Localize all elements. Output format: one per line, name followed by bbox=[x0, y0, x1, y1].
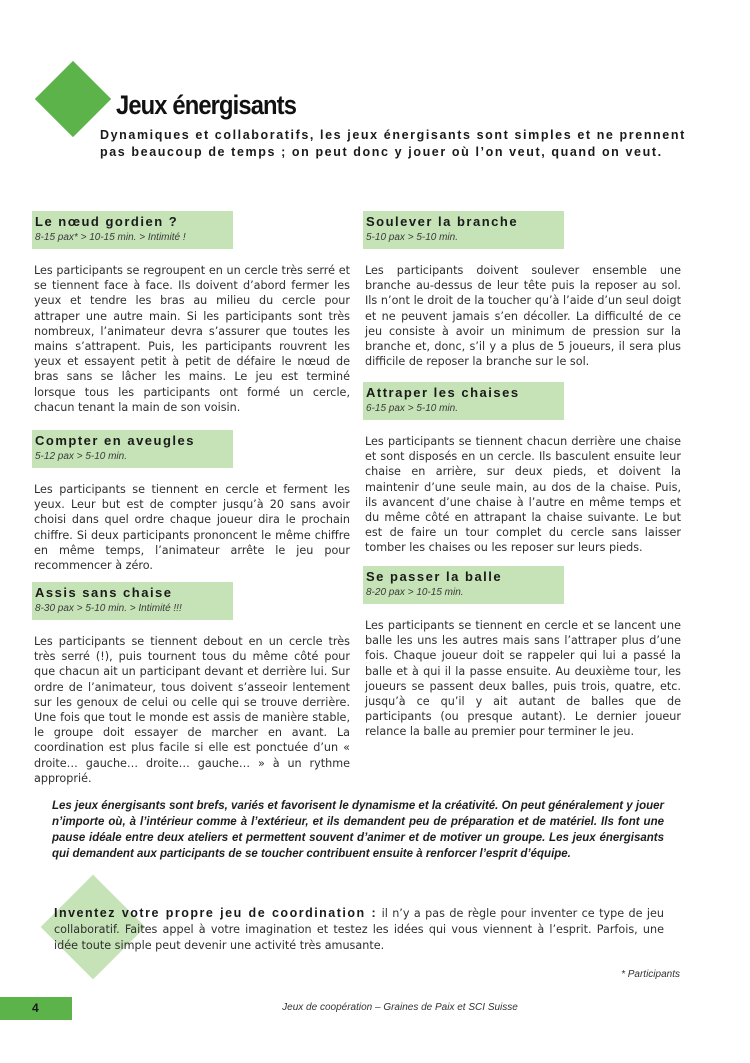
page-title: Jeux énergisants bbox=[116, 90, 297, 120]
section-meta: 8-20 pax > 10-15 min. bbox=[366, 587, 464, 598]
section-compter-en-aveugles bbox=[32, 430, 350, 573]
section-body: Les participants se tiennent debout en un cercle très très serré (!), puis tournent tous du même côté pour que chacun ait un participant devant et derrière lui. Sur ordre de l’animateur, tous doivent s’asseoir lentement sur les genoux de celui ou celle qui se trouve derrière. Une fois que tout le monde est assis de manière stable, le groupe doit essayer de marcher en avant. La coordination est plus facile si elle est ponctuée d’un « droite… gauche… droite… gauche… » à un rythme approprié. bbox=[34, 635, 350, 785]
section-header bbox=[32, 211, 233, 249]
title-diamond-decoration bbox=[35, 61, 111, 137]
section-body: Les participants se tiennent chacun derrière une chaise et sont disposés en un cercle. Ils basculent ensuite leur chaise en arrière, sur deux pieds, et doivent la maintenir d’une seule main, au dos de la chaise. Puis, ils avancent d’une chaise à l’autre en même temps et du même côté en attrapant la chaise suivante. Le but est de faire un tour complet du cercle sans laisser tomber les chaises ou les reposer sur leurs pieds. bbox=[365, 435, 681, 555]
section-assis-sans-chaise bbox=[32, 582, 350, 786]
section-meta: 8-30 pax > 5-10 min. > Intimité !!! bbox=[35, 603, 182, 614]
invent-text: il n’y a pas de règle pour inventer ce type de jeu collaboratif. Faites appel à votre imagination et testez les idées qui vous viennent à l’esprit. Parfois, une idée toute simple peut devenir une activité très amusante. bbox=[54, 907, 664, 952]
section-body: Les participants se regroupent en un cercle très serré et se tiennent face à face. Ils doivent d’abord fermer les yeux et tendre les bras au milieu du cercle pour attraper une autre main. Si les participants sont très nombreux, l’animateur devra s’assurer que toutes les mains s’attrapent. Puis, les participants rouvrent les yeux et essayent petit à petit de défaire le nœud de bras sans se lâcher les mains. Le jeu est terminé lorsque tous les participants ont formé un cercle, chacun tenant la main de son voisin. bbox=[34, 264, 350, 414]
section-title: Attraper les chaises bbox=[366, 385, 520, 400]
invent-paragraph bbox=[54, 905, 664, 954]
section-body: Les participants se tiennent en cercle et ferment les yeux. Leur but est de compter jusqu’à 20 sans avoir choisi dans quel ordre chaque joueur dira le prochain chiffre. Si deux participants prononcent le même chiffre en même temps, l’animateur arrête le jeu pour recommencer à zéro. bbox=[34, 483, 350, 573]
section-body: Les participants doivent soulever ensemble une branche au-dessus de leur tête puis la reposer au sol. Ils n’ont le droit de la toucher qu’à l’aide d’un seul doigt et ne peuvent jamais s’en décoller. La difficulté de ce jeu consiste à avoir un minimum de pression sur la branche et, donc, s’il y a plus de 5 joueurs, il sera plus difficile de reposer la branche sur le sol. bbox=[365, 264, 681, 369]
section-title: Le nœud gordien ? bbox=[35, 214, 179, 229]
section-title: Se passer la balle bbox=[366, 569, 503, 584]
section-header bbox=[363, 382, 564, 420]
section-header bbox=[363, 566, 564, 604]
section-se-passer-la-balle bbox=[363, 566, 681, 740]
section-meta: 8-15 pax* > 10-15 min. > Intimité ! bbox=[35, 232, 186, 243]
section-attraper-les-chaises bbox=[363, 382, 681, 556]
footnote: * Participants bbox=[621, 969, 680, 980]
section-header bbox=[363, 211, 564, 249]
section-header bbox=[32, 582, 233, 620]
invent-lead: Inventez votre propre jeu de coordination : bbox=[54, 906, 378, 920]
section-title: Assis sans chaise bbox=[35, 585, 173, 600]
section-noeud-gordien bbox=[32, 211, 350, 415]
section-meta: 5-10 pax > 5-10 min. bbox=[366, 232, 458, 243]
section-soulever-la-branche bbox=[363, 211, 681, 369]
page-number: 4 bbox=[0, 997, 72, 1020]
section-meta: 6-15 pax > 5-10 min. bbox=[366, 403, 458, 414]
section-title: Compter en aveugles bbox=[35, 433, 195, 448]
section-body: Les participants se tiennent en cercle et se lancent une balle les uns les autres mais sans l’attraper plus d’une fois. Chaque joueur doit se rappeler qui lui a passé la balle et à qui il la passe ensuite. Au deuxième tour, les joueurs se passent deux balles, puis trois, quatre, etc. jusqu’à ce qu’il y ait autant de balles que de participants (ou presque autant). Le dernier joueur relance la balle au premier pour terminer le jeu. bbox=[365, 619, 681, 739]
section-header bbox=[32, 430, 233, 468]
section-meta: 5-12 pax > 5-10 min. bbox=[35, 451, 127, 462]
summary-paragraph: Les jeux énergisants sont brefs, variés et favorisent le dynamisme et la créativité. On peut généralement y jouer n’importe où, à l’intérieur comme à l’extérieur, et ils demandent peu de préparation et de matériel. Ils font une pause idéale entre deux ateliers et permettent souvent d’animer et de motiver un groupe. Les jeux énergisants qui demandent aux participants de se toucher contribuent ensuite à renforcer l’esprit d’équipe. bbox=[52, 800, 664, 860]
footer-text: Jeux de coopération – Graines de Paix et SCI Suisse bbox=[282, 1002, 518, 1013]
page-subtitle: Dynamiques et collaboratifs, les jeux énergisants sont simples et ne prennent pas beaucoup de temps ; on peut donc y jouer où l’on veut, quand on veut. bbox=[100, 128, 686, 159]
section-title: Soulever la branche bbox=[366, 214, 519, 229]
